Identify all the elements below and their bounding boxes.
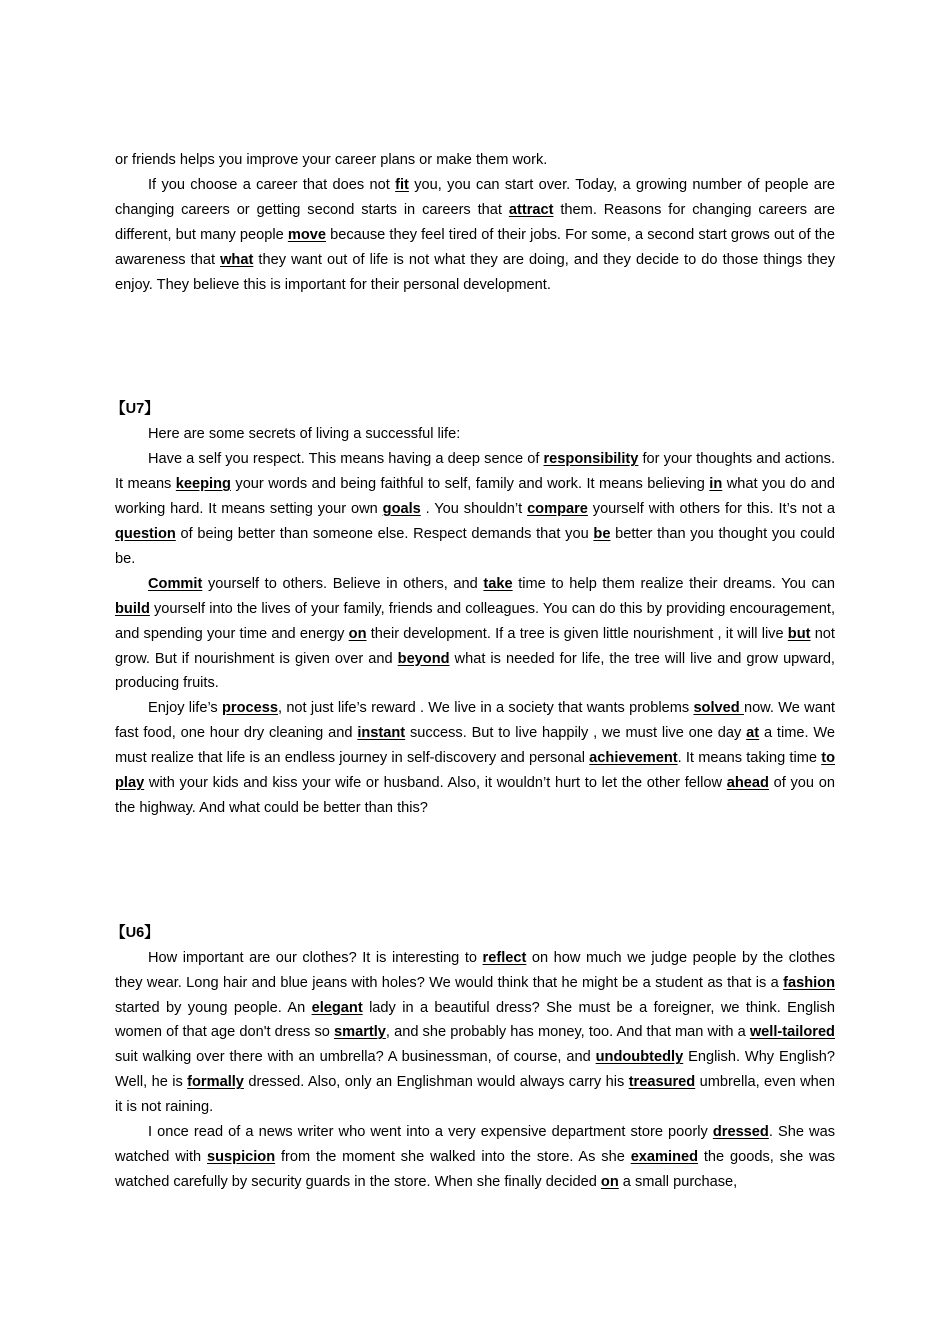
keyword: to play	[115, 750, 835, 792]
keyword: fashion	[783, 974, 835, 991]
text-run: dressed. Also, only an Englishman would always carry his	[243, 1074, 629, 1091]
text-run: of being better than someone else. Respect demands that you	[175, 525, 594, 542]
section-heading-u6: 【U6】	[111, 924, 159, 941]
document-page	[111, 148, 836, 1195]
keyword: move	[287, 226, 326, 243]
keyword: on	[348, 625, 367, 642]
text-run: of you on the highway. And what could be better than this?	[115, 775, 835, 816]
keyword: formally	[187, 1074, 244, 1091]
text-run: them. Reasons for changing careers are different, but many people	[115, 201, 835, 243]
paragraph	[115, 173, 835, 298]
text-run: not grow. But if nourishment is given over and	[115, 625, 835, 667]
text-run: . You shouldn’t	[420, 501, 528, 518]
keyword: build	[115, 600, 150, 617]
keyword: what	[220, 251, 254, 268]
keyword: compare	[527, 501, 588, 518]
text-run: . It means taking time	[677, 750, 822, 767]
keyword: examined	[630, 1149, 699, 1165]
text-run: Enjoy life’s	[148, 700, 222, 717]
text-run: a small purchase,	[618, 1173, 738, 1190]
keyword: process	[222, 700, 278, 717]
text-run: you, you can start over. Today, a growing number of people are changing careers or getting second starts in careers that	[115, 176, 835, 218]
keyword: in	[709, 476, 723, 493]
text-run: now. We want fast food, one hour dry cleaning and	[115, 700, 835, 742]
keyword: dressed	[712, 1124, 769, 1141]
text-run: success. But to live happily , we must live one day	[405, 725, 747, 742]
keyword: beyond	[397, 650, 450, 667]
keyword: responsibility	[543, 451, 639, 468]
text-run: lady in a beautiful dress? She must be a foreigner, we think. English women of that age don't dress so	[115, 999, 835, 1041]
keyword: take	[483, 575, 513, 592]
text-run: what you do and working hard. It means setting your own	[115, 476, 835, 518]
text-run: suit walking over there with an umbrella? A businessman, of course, and	[115, 1049, 596, 1066]
keyword: reflect	[482, 949, 527, 966]
text-run: yourself to others. Believe in others, and	[202, 575, 484, 592]
keyword: suspicion	[207, 1149, 276, 1165]
keyword: be	[593, 525, 611, 542]
text-run: their development. If a tree is given little nourishment , it will live	[366, 625, 788, 642]
text-run: started by young people. An	[115, 999, 312, 1016]
text-run: umbrella, even when it is not raining.	[115, 1074, 835, 1116]
text-run: Have a self you respect. This means having a deep sence of	[148, 451, 544, 468]
keyword: treasured	[628, 1074, 696, 1091]
keyword: elegant	[311, 999, 363, 1016]
keyword: achievement	[589, 750, 678, 767]
keyword: attract	[508, 201, 554, 218]
keyword: instant	[357, 725, 406, 742]
text-run: a time. We must realize that life is an endless journey in self-discovery and personal	[115, 725, 835, 767]
keyword: keeping	[175, 476, 231, 493]
section-u7	[111, 397, 836, 820]
section-u6	[111, 921, 835, 1195]
keyword: well-tailored	[749, 1024, 835, 1041]
text-run: or friends helps you improve your career plans or make them work.	[115, 152, 548, 168]
section-u7-body	[115, 422, 835, 821]
text-run: yourself into the lives of your family, friends and colleagues. You can do this by providing encouragement, and spending your time and energy	[115, 600, 835, 642]
text-run: time to help them realize their dreams. You can	[512, 575, 835, 592]
text-run: If you choose a career that does not	[148, 176, 396, 193]
text-run: I once read of a news writer who went into a very expensive department store poorly	[148, 1124, 713, 1141]
text-run: the goods, she was watched carefully by security guards in the store. When she finally decided	[115, 1149, 835, 1190]
paragraph	[115, 1120, 835, 1195]
text-run: what is needed for life, the tree will live and grow upward, producing fruits.	[115, 650, 835, 692]
keyword: question	[115, 525, 176, 542]
paragraph	[115, 572, 835, 697]
text-run: Here are some secrets of living a successful life:	[148, 426, 461, 443]
text-run: better than you thought you could be.	[115, 525, 835, 567]
text-run: yourself with others for this. It’s not a	[587, 501, 835, 518]
paragraph	[115, 422, 835, 447]
text-run: with your kids and kiss your wife or husband. Also, it wouldn’t hurt to let the other fellow	[144, 775, 727, 792]
text-run: they want out of life is not what they are doing, and they decide to do those things they enjoy. They believe this is important for their personal development.	[115, 251, 835, 293]
keyword: undoubtedly	[595, 1049, 684, 1066]
text-run: on how much we judge people by the clothes they wear. Long hair and blue jeans with holes? We would think that he might be a student as that is a	[115, 949, 835, 991]
text-run: because they feel tired of their jobs. For some, a second start grows out of the awareness that	[115, 226, 835, 268]
keyword: solved	[693, 700, 744, 717]
keyword: but	[787, 625, 811, 642]
paragraph	[115, 696, 835, 821]
paragraph	[115, 447, 835, 572]
keyword: smartly	[334, 1024, 386, 1041]
section-career	[115, 148, 835, 297]
text-run: your words and being faithful to self, family and work. It means believing	[230, 476, 710, 493]
keyword: goals	[382, 501, 421, 518]
text-run: , and she probably has money, too. And that man with a	[385, 1024, 750, 1041]
keyword: Commit	[148, 575, 203, 592]
keyword: ahead	[726, 775, 769, 792]
text-run: for your thoughts and actions. It means	[115, 451, 836, 493]
text-run: English. Why English? Well, he is	[115, 1049, 835, 1091]
text-run: , not just life’s reward . We live in a society that wants problems	[277, 700, 694, 717]
paragraph	[115, 148, 835, 173]
text-run: . She was watched with	[115, 1124, 835, 1165]
paragraph	[115, 946, 835, 1120]
keyword: at	[746, 725, 760, 742]
text-run: from the moment she walked into the store. As she	[275, 1149, 631, 1165]
keyword: fit	[395, 176, 409, 193]
keyword: on	[600, 1173, 619, 1190]
section-spacer	[115, 821, 835, 921]
text-run: How important are our clothes? It is interesting to	[148, 949, 483, 966]
section-heading-u7: 【U7】	[111, 401, 159, 418]
section-spacer	[115, 297, 835, 397]
section-u6-body	[115, 946, 835, 1195]
